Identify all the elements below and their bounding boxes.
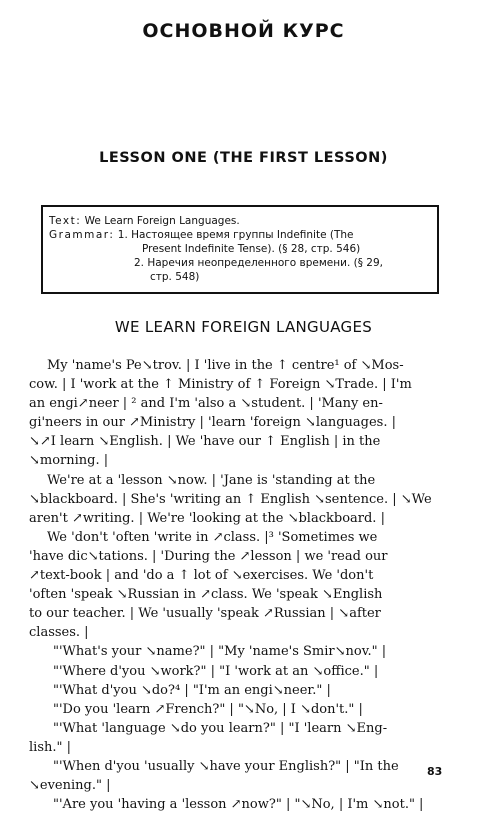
text-line: aren't ↗writing. | We're 'looking at the ↘blackboard. | — [29, 510, 385, 526]
lesson-text — [29, 356, 459, 814]
text-line: 'often 'speak ↘Russian in ↗class. We 'speak ↘English — [29, 587, 383, 603]
text-line: gi'neers in our ↗Ministry | 'learn 'foreign ↘languages. | — [29, 415, 396, 431]
text-value: We Learn Foreign Languages. — [84, 215, 240, 227]
grammar-item-2: 2. Наречия неопределенного времени. (§ 29, — [134, 257, 383, 269]
text-row — [49, 214, 431, 228]
dialogue-line: "'What 'language ↘do you learn?" | "I 'learn ↘Eng- — [53, 720, 388, 736]
dialogue-line: "'When d'you 'usually ↘have your English?" | "In the — [53, 758, 399, 774]
text-line: ↘morning. | — [29, 453, 109, 469]
text-line: to our teacher. | We 'usually 'speak ↗Russian | ↘after — [29, 606, 381, 622]
text-line: ↗text-book | and 'do a ↑ lot of ↘exercises. We 'don't — [29, 568, 374, 584]
dialogue-line: "'Where d'you ↘work?" | "I 'work at an ↘office." | — [53, 663, 379, 679]
page-number: 83 — [427, 765, 443, 778]
text-line: 'have dic↘tations. | 'During the ↗lesson | we 'read our — [29, 548, 388, 564]
text-line: classes. | — [29, 625, 89, 641]
dialogue-line: ↘evening." | — [29, 778, 111, 794]
text-line: ↘blackboard. | She's 'writing an ↑ English ↘sentence. | ↘We — [29, 491, 432, 507]
lesson-contents-box — [41, 205, 439, 294]
grammar-item-1-cont: Present Indefinite Tense). (§ 28, стр. 546) — [142, 243, 361, 255]
dialogue-line: "'What d'you ↘do?⁴ | "I'm an engi↘neer." | — [53, 682, 331, 698]
lesson-title: LESSON ONE (THE FIRST LESSON) — [99, 150, 388, 166]
dialogue-line: lish." | — [29, 739, 71, 755]
grammar-row-1 — [49, 228, 431, 242]
grammar-item-1: 1. Настоящее время группы Indefinite (The — [117, 229, 354, 241]
section-title: ОСНОВНОЙ КУРС — [142, 20, 345, 42]
text-line: My 'name's Pe↘trov. | I 'live in the ↑ centre¹ of ↘Mos- — [47, 358, 404, 373]
text-line: an engi↗neer | ² and I'm 'also a ↘student. | 'Many en- — [29, 396, 383, 412]
dialogue-line: "'Do you 'learn ↗French?" | "↘No, | I ↘don't." | — [53, 701, 363, 717]
text-line: We're at a 'lesson ↘now. | 'Jane is 'standing at the — [47, 472, 376, 488]
text-title: WE LEARN FOREIGN LANGUAGES — [114, 318, 373, 336]
text-line: ↘↗I learn ↘English. | We 'have our ↑ English | in the — [29, 434, 381, 450]
dialogue-line: "'Are you 'having a 'lesson ↗now?" | "↘No, | I'm ↘not." | — [53, 797, 424, 813]
text-line: We 'don't 'often 'write in ↗class. |³ 'Sometimes we — [47, 529, 378, 545]
text-label: Text: — [49, 215, 82, 227]
dialogue-line: "'What's your ↘name?" | "My 'name's Smir↘nov." | — [53, 644, 387, 660]
text-line: cow. | I 'work at the ↑ Ministry of ↑ Foreign ↘Trade. | I'm — [29, 377, 412, 393]
grammar-label: Grammar: — [49, 229, 115, 241]
grammar-item-2-cont: стр. 548) — [150, 271, 200, 283]
